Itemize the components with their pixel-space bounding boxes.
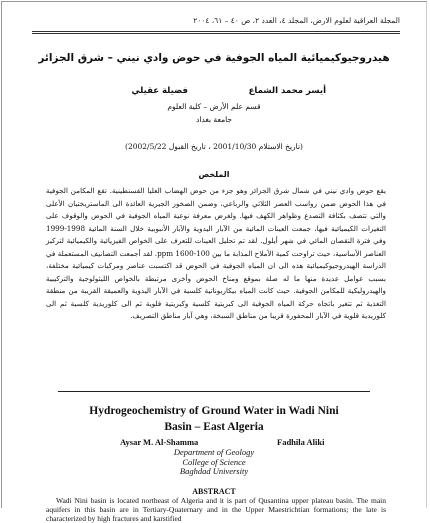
title-english-line-2: Basin – East Algeria — [164, 421, 264, 433]
author-arabic-2: فضيلة عقيلي — [131, 86, 188, 96]
affiliation-arabic-univ: جامعة بغداد — [195, 115, 233, 124]
affiliation-english-college: College of Science — [182, 456, 246, 467]
journal-header: المجلة العراقية لعلوم الارض، المجلد ٤، العدد ٢، ص ٤٠ – ٦١، ٢٠٠٤ — [193, 16, 400, 25]
affiliation-arabic — [62, 102, 366, 128]
affiliation-english-dept: Department of Geology — [173, 447, 255, 457]
author-english-2: Fadhila Aliki — [277, 437, 325, 447]
abstract-arabic-body: يقع حوض وادي نيني في شمال شرق الجزائر وهو جزء من حوض الهضاب العليا القسنطينية. تقع المكامن الجوفية في هذا الحوض ضمن رواسب العصر الثلاثي والرباعي، وضمن الصخور الجيرية العائدة الى الماستريختيان الأعلى والتي تتصف بكثافة التصدع وظواهر الكهف فيها. ولغرض معرفة نوعية المياه الجوفية في الحوض والوقوف على التغيرات الكيميائية فيها، جمعت العينات المائية من الآبار اليدوية والآبار الأنبوبية خلال السنة المائية 1998-1999 وفي فترة النقصان المائي في شهر أيلول. لقد تم تحليل العينات للتعرف على الخواص الفيزيائية والكيميائية لتركيز العناصر الأساسية، حيث تراوحت كمية الأملاح المذابة ما بين 100-1600 ppm. لقد أجمعت التصانيف المستعملة في الدراسة الهيدروجيوكيميائية هذه الى ان المياه الجوفية في الحوض قد اكتسبت عناصر ومركبات كيميائية مختلفة، بسبب عوامل عديدة منها ما له صلة بموقع ومناخ الحوض وأخرى مرتبطة بالخواص الليثولوجية والتركيبية والهيدروليكية للمكامن الجوفية. حيث كانت المياه بيكاربوناتية كلسية في الآبار اليدوية والعميقة القريبة من منطقة التغذية ثم تتغير باتجاه حركة المياه الجوفية الى كبريتية كلسية وكبريتية قلوية ثم الى كلوريدية كلسية ثم الى كلوريدية قلوية في الآبار المحفورة قريبا من مناطق السبخة، وهي آبار مناطق التصريف. — [46, 186, 386, 320]
title-english-line-1: Hydrogeochemistry of Ground Water in Wadi Nini — [89, 405, 339, 417]
title-english — [42, 403, 386, 435]
affiliation-english-univ: Baghdad University — [179, 466, 249, 476]
title-arabic: هيدروجيوكيميائية المياه الجوفية في حوض وادي نيني – شرق الجزائر — [38, 52, 390, 64]
section-divider — [58, 391, 370, 392]
dates-arabic: (تاريخ الاستلام 2001/10/30 ، تاريخ القبول 2002/5/22) — [125, 142, 303, 151]
affiliation-arabic-dept: قسم علم الأرض – كلية العلوم — [167, 102, 261, 111]
author-english-1: Aysar M. Al-Shamma — [120, 437, 199, 447]
author-arabic-1: أيسر محمد الشماع — [248, 86, 326, 96]
document-page — [1, 1, 427, 523]
affiliation-english — [102, 448, 326, 477]
abstract-english-heading: ABSTRACT — [192, 487, 236, 496]
abstract-arabic-heading: الملخص — [198, 170, 230, 179]
header-rule — [32, 31, 400, 34]
abstract-english-body: Wadi Nini basin is located northeast of Algeria and it is part of Qusantina upper plateau basin. The main aquifers in this basin are in Tertiary-Quaternary and in the Upper Maestrichtian formations; the late is characterized by high fractures and karstified — [46, 496, 386, 523]
